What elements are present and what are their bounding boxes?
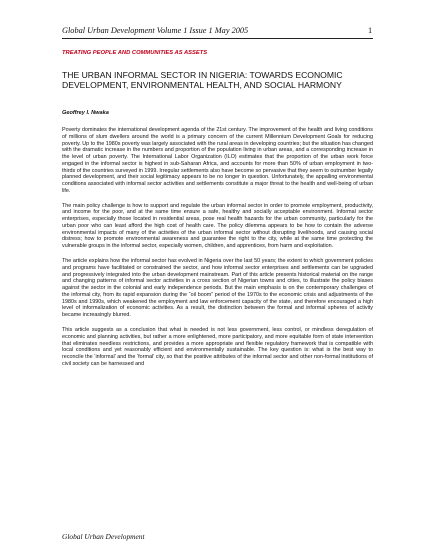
body-paragraph: The article explains how the informal sector has evolved in Nigeria over the last 50 years; the extent to which government policies and programs have facilitated or constrained the sector, and how informal sector enterprises and settlements can be upgraded and progressively integrated into the urban development mainstream. Part of this article presents historical material on the range and changing patterns of informal sector activities in a cross section of Nigerian towns and cities, to illustrate the policy biases against the sector in the colonial and early independence periods. But the main emphasis is on the contemporary challenges of the informal city, from its rapid expansion during the “oil boom” period of the 1970s to the economic crisis and adjustments of the 1980s and 1990s, which weakened the employment and law enforcement capacity of the state, and therefore encouraged a high level of informalization of economic activities. As a result, the distinction between the formal and informal spheres of activity became increasingly blurred. <box>62 258 373 319</box>
header-rule <box>62 38 373 39</box>
body-paragraph: Poverty dominates the international development agenda of the 21st century. The improvement of the health and living conditions of millions of slum dwellers around the world is a primary concern of the current Millennium Development Goals for reducing poverty. Up to the 1980s poverty was largely associated with the rural areas in developing countries; but the situation has changed with the dramatic increase in the numbers and proportion of the population living in urban areas, and a corresponding increase in the level of urban poverty. The International Labor Organization (ILO) estimates that the proportion of the urban work force engaged in the informal sector is highest in sub-Saharan Africa, and accounts for more than 50% of urban employment in two-thirds of the countries surveyed in 1999. Irregular settlements also have become so pervasive that they seem to outnumber legally planned development, and their social legitimacy appears to be no longer in question. Unfortunately, the appalling environmental conditions associated with informal sector activities and settlements constitute a major threat to the health and well-being of urban life. <box>62 127 373 194</box>
article-title: THE URBAN INFORMAL SECTOR IN NIGERIA: TOWARDS ECONOMIC DEVELOPMENT, ENVIRONMENTAL HEALTH, AND SOCIAL HARMONY <box>62 70 343 90</box>
footer-journal-name: Global Urban Development <box>62 532 145 541</box>
section-label: TREATING PEOPLE AND COMMUNITIES AS ASSETS <box>62 50 208 56</box>
page-number: 1 <box>368 26 373 35</box>
body-paragraph: This article suggests as a conclusion that what is needed is not less government, less control, or mindless deregulation of economic and planning activities, but rather a more enlightened, more participatory, and more equitable form of state intervention that eliminates needless restrictions, and provides a more appropriate and flexible regulatory framework that is compatible with local conditions and yet reasonably efficient and environmentally sustainable. The key question is: what is the best way to reconcile the ‘informal’ and the ‘formal’ city, so that the positive attributes of the informal sector and other non-formal institutions of civil society can be harnessed and <box>62 327 373 367</box>
running-header: Global Urban Development Volume 1 Issue 1 May 2005 <box>62 26 249 35</box>
body-paragraph: The main policy challenge is how to support and regulate the urban informal sector in order to promote employment, productivity, and income for the poor, and at the same time ensure a safe, healthy and socially acceptable environment. Informal sector enterprises, especially those located in residential areas, pose real health hazards for the urban community, particularly for the urban poor who can least afford the high cost of health care. The policy dilemma appears to be how to contain the adverse environmental impacts of many of the activities of the urban informal sector without disrupting livelihoods, and causing social distress; how to promote environmental awareness and guarantee the right to the city, while at the same time protecting the vulnerable groups in the informal sector, especially women, children, and apprentices, from harm and exploitation. <box>62 202 373 250</box>
article-body <box>62 127 373 376</box>
author-name: Geoffrey I. Nwaka <box>62 110 109 116</box>
